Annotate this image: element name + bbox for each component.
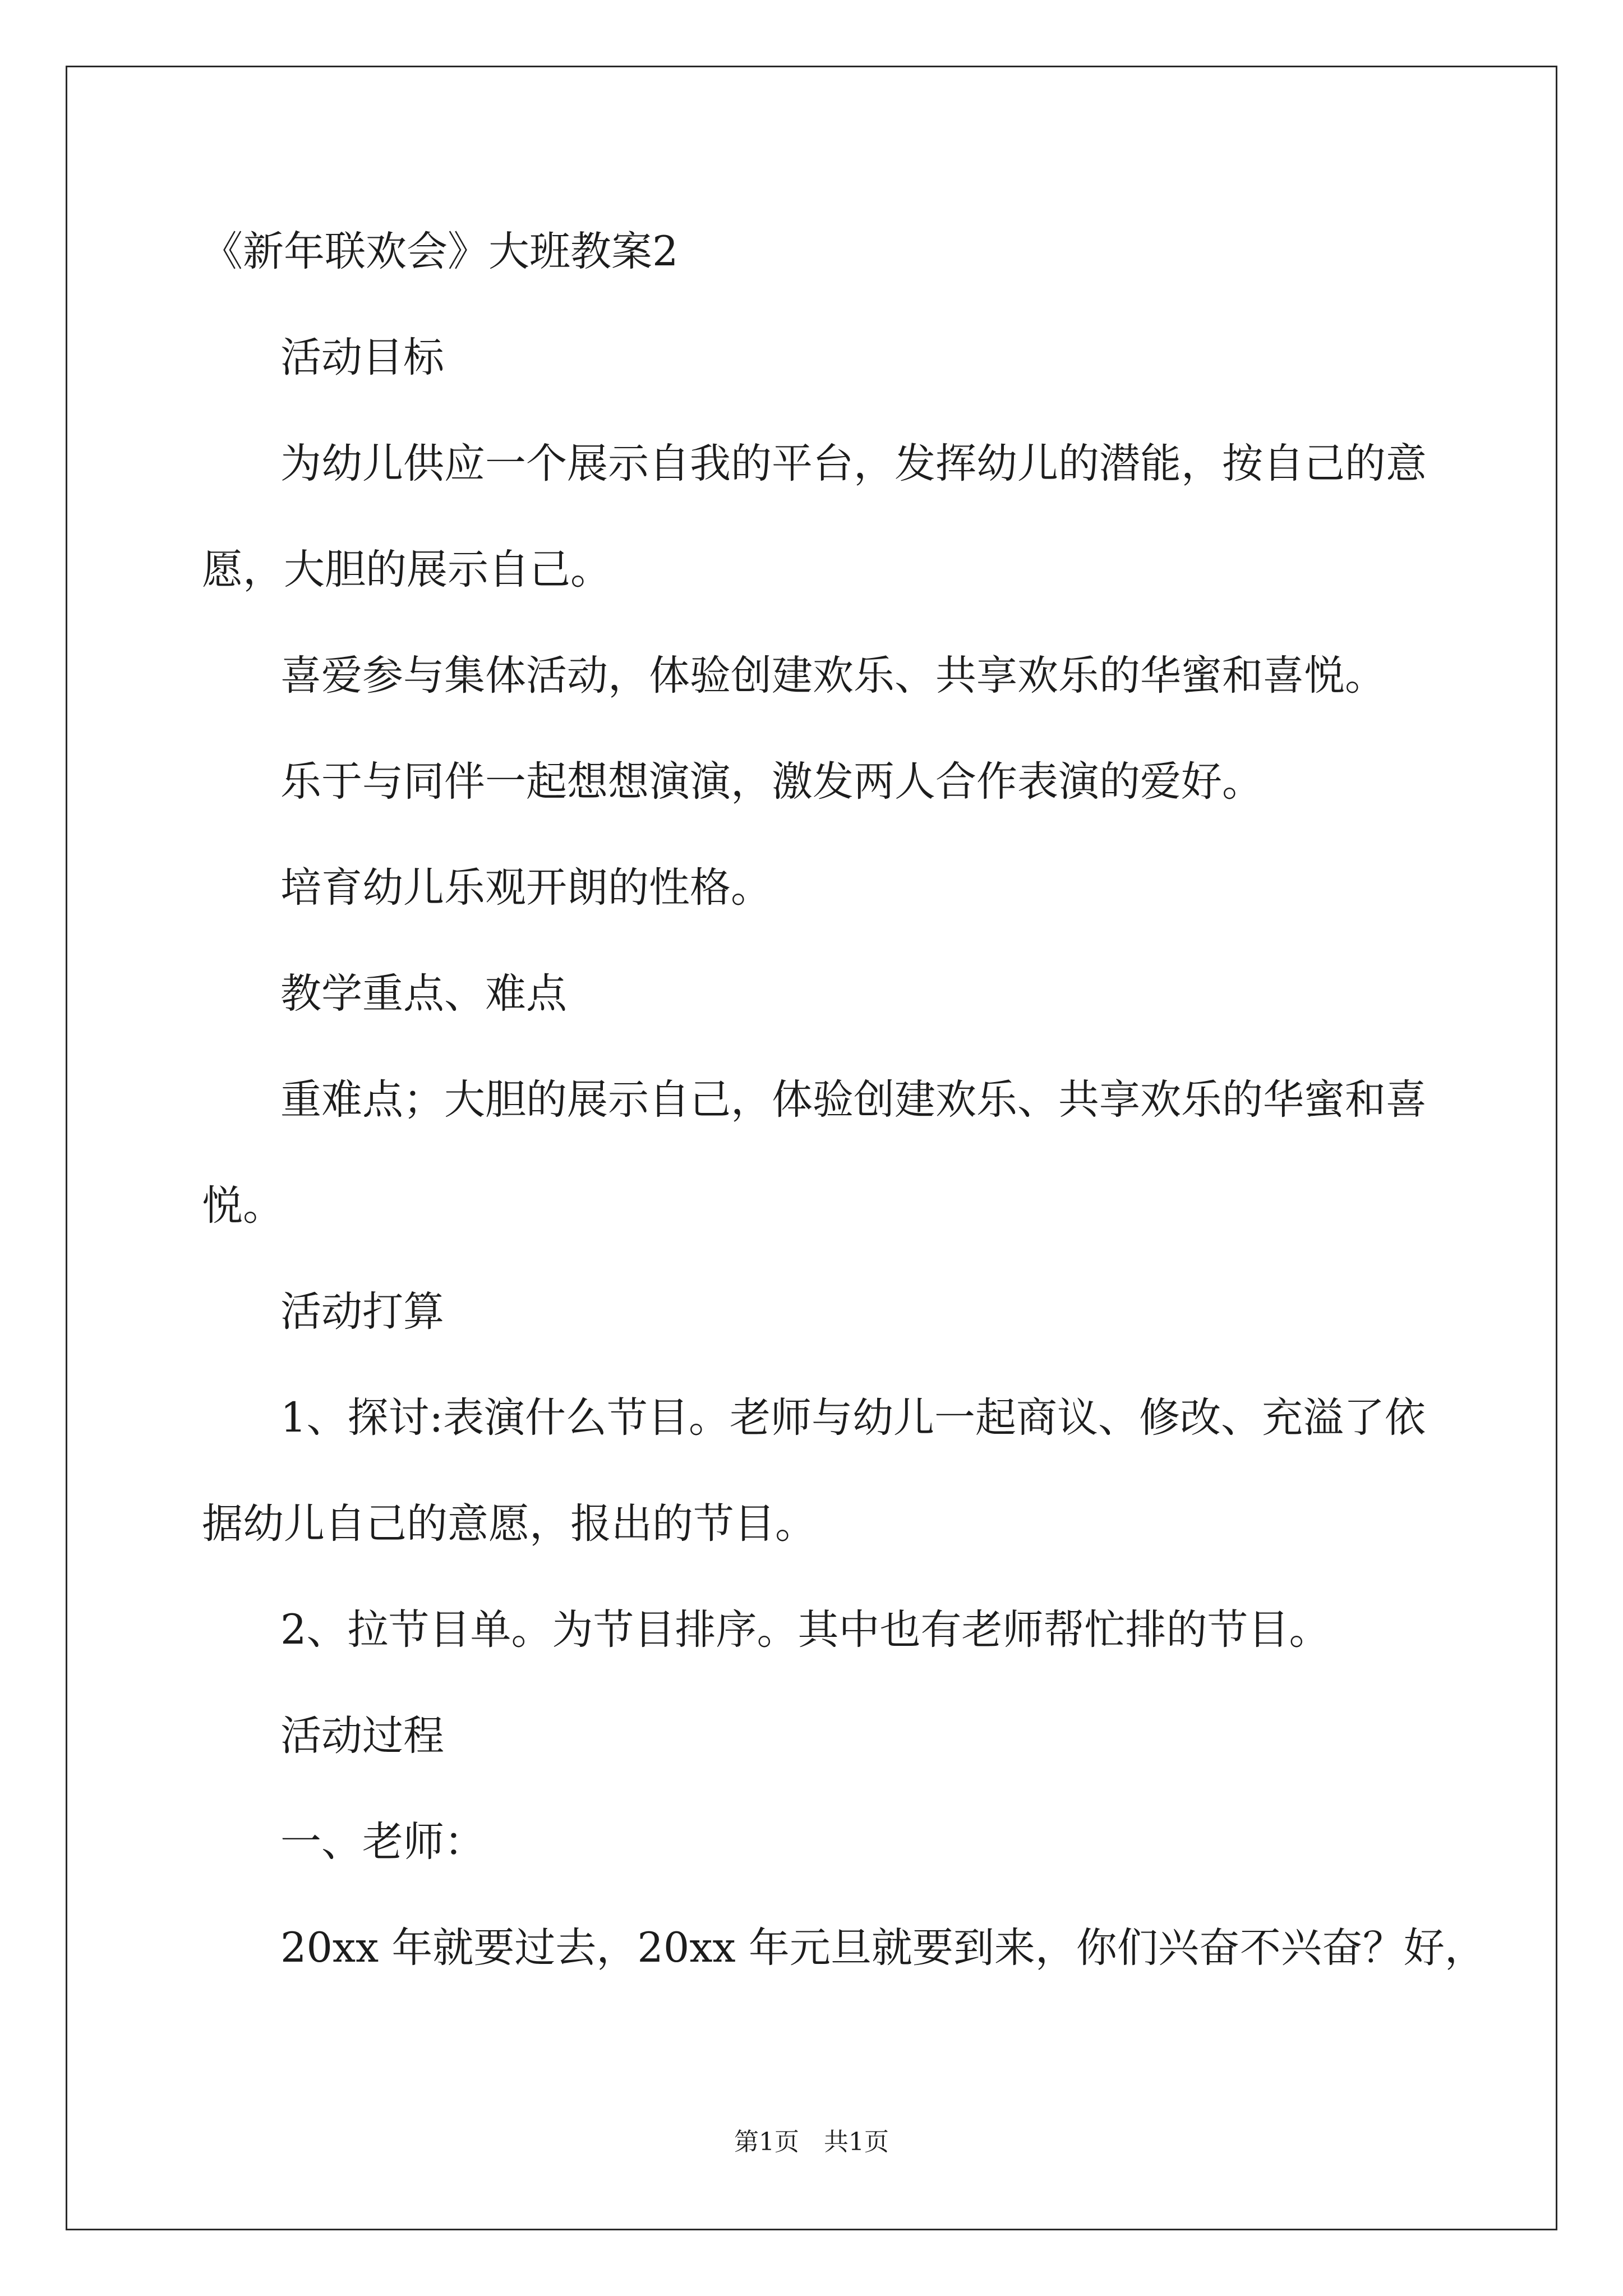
body-text-line: 悦。	[202, 1182, 284, 1230]
section-heading-process: 活动过程	[280, 1712, 444, 1760]
body-text-line: 2、拉节目单。为节目排序。其中也有老师帮忙排的节目。	[280, 1606, 1330, 1654]
body-text-line: 1、探讨:表演什么节目。老师与幼儿一起商议、修改、充溢了依	[280, 1394, 1426, 1442]
section-heading-plan: 活动打算	[280, 1288, 444, 1336]
page-number-footer: 第1页 共1页	[734, 2128, 889, 2156]
body-text-line: 一、老师：	[280, 1818, 485, 1866]
body-text-line: 培育幼儿乐观开朗的性格。	[280, 864, 772, 912]
body-text-line: 据幼儿自己的意愿，报出的节目。	[202, 1500, 816, 1548]
body-text-line: 乐于与同伴一起想想演演，激发两人合作表演的爱好。	[280, 758, 1263, 806]
document-title: 《新年联欢会》大班教案2	[202, 228, 679, 275]
section-heading-goals: 活动目标	[280, 334, 444, 381]
body-text-line: 愿，大胆的展示自己。	[202, 546, 611, 593]
body-text-line: 为幼儿供应一个展示自我的平台，发挥幼儿的潜能，按自己的意	[280, 440, 1427, 487]
section-heading-key-points: 教学重点、难点	[280, 970, 567, 1018]
document-body	[202, 199, 1537, 2001]
body-text-line: 20xx 年就要过去，20xx 年元旦就要到来，你们兴奋不兴奋？好，	[280, 1924, 1486, 1972]
body-text-line: 喜爱参与集体活动，体验创建欢乐、共享欢乐的华蜜和喜悦。	[280, 652, 1386, 700]
body-text-line: 重难点；大胆的展示自己，体验创建欢乐、共享欢乐的华蜜和喜	[280, 1076, 1427, 1124]
